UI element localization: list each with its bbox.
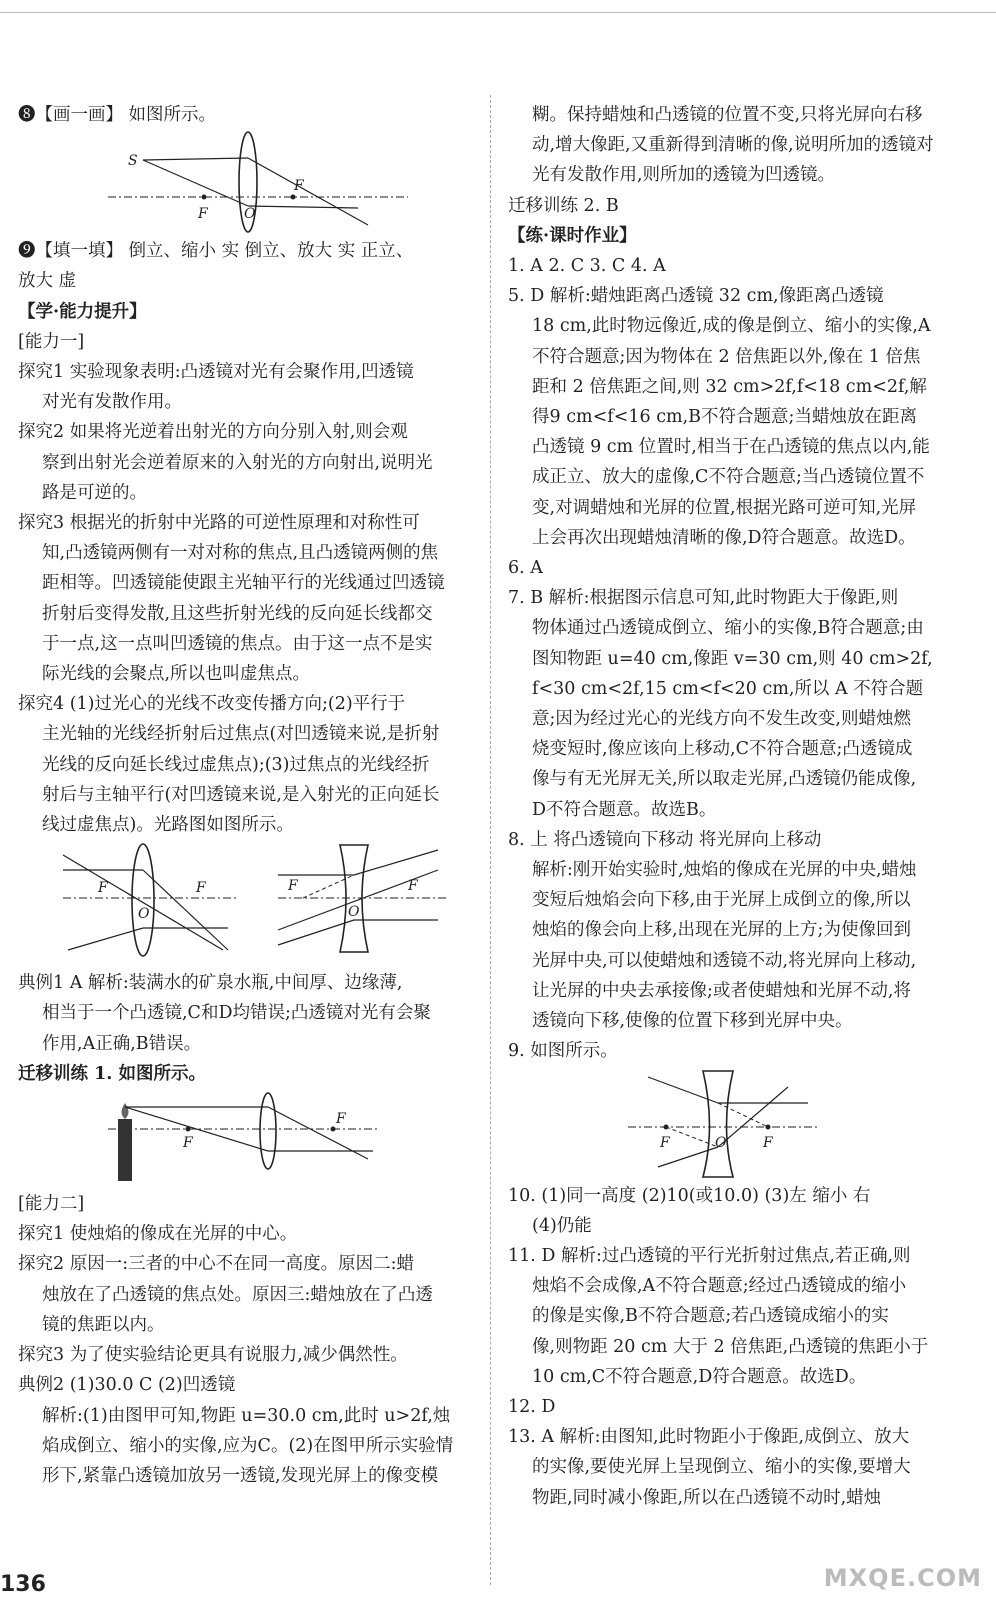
text-line: 迁移训练 2. B [508,195,619,216]
text-line: 糊。保持蜡烛和凸透镜的位置不变,只将光屏向右移 [532,105,923,125]
text-line: 折射后变得发散,且这些折射光线的反向延长线都交 [42,603,433,624]
text-line: 探究4 (1)过光心的光线不改变传播方向;(2)平行于 [18,694,406,715]
label-o: O [138,906,150,923]
text-line: 光屏中央,可以使蜡烛和透镜不动,将光屏向上移动, [532,950,917,971]
text-line: 7. B 解析:根据图示信息可知,此时物距大于像距,则 [508,588,899,609]
subsection-heading: [能力二] [18,1194,85,1215]
text-line: 线过虚焦点)。光路图如图所示。 [42,815,294,836]
text-line: 成正立、放大的虚像,C不符合题意;当凸透镜位置不 [532,467,925,488]
text-line: 际光线的会聚点,所以也叫虚焦点。 [42,664,311,685]
text-line: 变短后烛焰会向下移,由于光屏上成倒立的像,所以 [532,890,911,911]
text-line: 物体通过凸透镜成倒立、缩小的实像,B符合题意;由 [532,618,924,639]
label-f: F [336,1111,346,1128]
text-line: 放大 虚 [18,271,77,292]
text-line: 形下,紧靠凸透镜加放另一透镜,发现光屏上的像变模 [42,1465,439,1486]
text-line: 距相等。凹透镜能使跟主光轴平行的光线通过凹透镜 [42,573,445,594]
text-line: 18 cm,此时物远像近,成的像是倒立、缩小的实像,A [532,316,931,337]
text-line: 解析:(1)由图甲可知,物距 u=30.0 cm,此时 u>2f,烛 [42,1405,451,1426]
text-line: 知,凸透镜两侧有一对对称的焦点,且凸透镜两侧的焦 [42,543,439,564]
text-line: 烛放在了凸透镜的焦点处。原因三:蜡烛放在了凸透 [42,1284,433,1305]
label-s: S [128,153,138,170]
label-f: F [198,206,208,223]
text-line: (4)仍能 [532,1215,592,1236]
label-f: F [183,1135,193,1152]
text-line: 的像是实像,B不符合题意;若凸透镜成缩小的实 [532,1306,889,1327]
text-line: 13. A 解析:由图知,此时物距小于像距,成倒立、放大 [508,1427,910,1448]
text-line: 射后与主轴平行(对凹透镜来说,是入射光的正向延长 [42,784,440,805]
label-f: F [763,1134,773,1151]
text-line: 探究1 实验现象表明:凸透镜对光有会聚作用,凹透镜 [18,362,414,383]
label-f: F [294,178,304,195]
text-line: 解析:刚开始实验时,烛焰的像成在光屏的中央,蜡烛 [532,860,917,881]
text-line: 探究3 根据光的折射中光路的可逆性原理和对称性可 [18,513,420,534]
text-line: 8. 上 将凸透镜向下移动 将光屏向上移动 [508,829,822,850]
text-line: 凸透镜 9 cm 位置时,相当于在凸透镜的焦点以内,能 [532,437,930,458]
text-line: 9. 如图所示。 [508,1041,618,1062]
page-number: 136 [0,1572,46,1597]
text-line: 动,增大像距,又重新得到清晰的像,说明所加的透镜对 [532,135,934,156]
label-f: F [196,880,206,897]
figure-lens-pair [18,840,466,968]
text-line: 探究3 为了使实验结论更具有说服力,减少偶然性。 [18,1345,408,1366]
text-line: 探究2 原因一:三者的中心不在同一高度。原因二:蜡 [18,1254,414,1275]
text-line: 透镜向下移,使像的位置下移到光屏中央。 [532,1011,853,1032]
text-line: 镜的焦距以内。 [42,1314,165,1335]
column-divider [490,95,491,1585]
text-line: 烧变短时,像应该向上移动,C不符合题意;凸透镜成 [532,739,913,760]
text-line: 距和 2 倍焦距之间,则 32 cm>2f,f<18 cm<2f,解 [532,376,927,397]
text-line: 得9 cm<f<16 cm,B不符合题意;当蜡烛放在距离 [532,407,917,428]
label-o: O [715,1134,727,1151]
text-line: 烛焰不会成像,A不符合题意;经过凸透镜成的缩小 [532,1276,907,1297]
text-line: 图知物距 u=40 cm,像距 v=30 cm,则 40 cm>2f, [532,648,933,669]
label-f: F [408,878,418,895]
text-line: 变,对调蜡烛和光屏的位置,根据光路可逆可知,光屏 [532,497,917,518]
text-line: ❽【画一画】 如图所示。 [18,105,217,125]
text-line: f<30 cm<2f,15 cm<f<20 cm,所以 A 不符合题 [532,678,924,699]
text-line: 于一点,这一点叫凹透镜的焦点。由于这一点不是实 [42,633,433,654]
text-line: 的实像,要使光屏上呈现倒立、缩小的实像,要增大 [532,1457,911,1478]
text-line: 典例1 A 解析:装满水的矿泉水瓶,中间厚、边缘薄, [18,973,403,994]
text-line: 物距,同时减小像距,所以在凸透镜不动时,蜡烛 [532,1487,882,1508]
text-line: 烛焰的像会向上移,出现在光屏的上方;为使像回到 [532,920,911,941]
text-line: 主光轴的光线经折射后过焦点(对凹透镜来说,是折射 [42,724,440,745]
text-line: 11. D 解析:过凸透镜的平行光折射过焦点,若正确,则 [508,1245,911,1266]
text-line: 10 cm,C不符合题意,D符合题意。故选D。 [532,1366,867,1387]
text-line: 光有发散作用,则所加的透镜为凹透镜。 [532,165,836,186]
text-line: 察到出射光会逆着原来的入射光的方向射出,说明光 [42,452,433,473]
label-o: O [348,904,360,921]
label-o: O [244,206,256,223]
section-heading: 【学·能力提升】 [18,301,147,322]
text-line: 像与有无光屏无关,所以取走光屏,凸透镜仍能成像, [532,769,917,790]
figure-convex-lens-s [18,130,466,236]
text-line: 10. (1)同一高度 (2)10(或10.0) (3)左 缩小 右 [508,1185,871,1206]
text-line: 迁移训练 1. 如图所示。 [18,1063,206,1084]
watermark: MXQE.COM [823,1564,982,1592]
text-line: 1. A 2. C 3. C 4. A [508,256,666,277]
text-line: 作用,A正确,B错误。 [42,1033,202,1054]
text-line: ❾【填一填】 倒立、缩小 实 倒立、放大 实 正立、 [18,241,414,262]
figure-candle-lens [18,1089,466,1189]
top-rule [0,12,996,13]
text-line: 像,则物距 20 cm 大于 2 倍焦距,凸透镜的焦距小于 [532,1336,929,1357]
text-line: 相当于一个凸透镜,C和D均错误;凸透镜对光有会聚 [42,1003,431,1024]
text-line: 光线的反向延长线过虚焦点);(3)过焦点的光线经折 [42,754,430,775]
text-line: 探究1 使烛焰的像成在光屏的中心。 [18,1224,298,1245]
section-heading: 【练·课时作业】 [508,225,637,246]
subsection-heading: [能力一] [18,331,85,352]
right-column [508,100,956,1513]
label-f: F [98,880,108,897]
text-line: 不符合题意;因为物体在 2 倍焦距以外,像在 1 倍焦 [532,346,921,367]
label-f: F [660,1134,670,1151]
text-line: 典例2 (1)30.0 C (2)凹透镜 [18,1375,236,1396]
text-line: 对光有发散作用。 [42,392,182,413]
text-line: 焰成倒立、缩小的实像,应为C。(2)在图甲所示实验情 [42,1435,454,1456]
text-line: 路是可逆的。 [42,482,147,503]
text-line: 5. D 解析:蜡烛距离凸透镜 32 cm,像距离凸透镜 [508,286,884,307]
text-line: 12. D [508,1396,556,1417]
text-line: D不符合题意。故选B。 [532,799,717,820]
left-column [18,100,466,1491]
figure-concave-lens [508,1067,956,1181]
text-line: 6. A [508,558,543,579]
text-line: 探究2 如果将光逆着出射光的方向分别入射,则会观 [18,422,408,443]
text-line: 让光屏的中央去承接像;或者使蜡烛和光屏不动,将 [532,980,911,1001]
label-f: F [288,878,298,895]
text-line: 意;因为经过光心的光线方向不发生改变,则蜡烛燃 [532,709,911,730]
text-line: 上会再次出现蜡烛清晰的像,D符合题意。故选D。 [532,527,916,548]
